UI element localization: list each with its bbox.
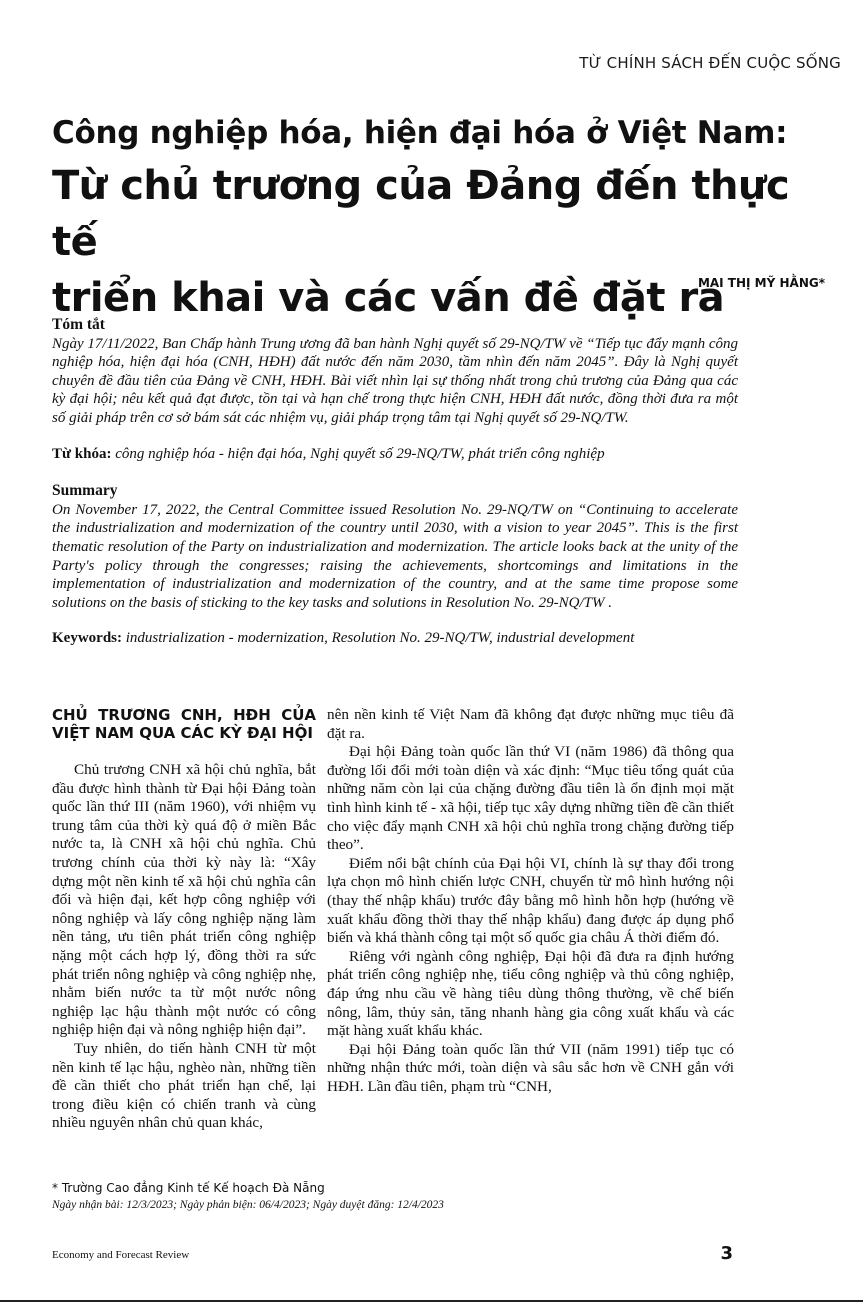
article-title xyxy=(52,108,792,326)
keywords-en-text: industrialization - modernization, Resolution No. 29-NQ/TW, industrial development xyxy=(125,630,635,647)
abstract-vi-heading: Tóm tắt xyxy=(52,316,105,333)
body-paragraph: Đại hội Đảng toàn quốc lần thứ VI (năm 1986) đã thông qua đường lối đổi mới toàn diện và xác định: “Mục tiêu tổng quát của những năm còn lại của chặng đường đầu tiên là ổn định mọi mặt tình hình kinh tế - xã hội, tiếp tục xây dựng những tiền đề cần thiết cho việc đẩy mạnh CNH xã hội chủ nghĩa trong chặng đường tiếp theo”. xyxy=(327,743,734,854)
body-paragraph: Tuy nhiên, do tiến hành CNH từ một nền kinh tế lạc hậu, nghèo nàn, những tiền đề cần thiết cho phát triển hạn chế, lại trong điều kiện có chiến tranh và cùng nhiều nguyên nhân chủ quan khác, xyxy=(52,1039,316,1132)
section-heading-line-2: VIỆT NAM QUA CÁC KỲ ĐẠI HỘI xyxy=(52,724,313,742)
abstract-en-heading: Summary xyxy=(52,482,118,500)
journal-name: Economy and Forecast Review xyxy=(52,1249,190,1261)
body-right-column xyxy=(327,706,734,1096)
author: MAI THỊ MỸ HẰNG* xyxy=(697,276,825,290)
body-left-column xyxy=(52,706,316,1133)
section-tag: TỪ CHÍNH SÁCH ĐẾN CUỘC SỐNG xyxy=(579,54,841,72)
abstract-en-text: On November 17, 2022, the Central Committee issued Resolution No. 29-NQ/TW on “Continuing to accelerate the industrialization and modernization of the country until 2030, with a vision to year 2045”. This is the first thematic resolution of the Party on industrialization and modernization. The article looks back at the unity of the Party's policy through the congresses; raising the achievements, shortcomings and limitations in the implementation of industrialization and modernization of the country, and at the same time propose some solutions on the basis of sticking to the key tasks and solutions in Resolution No. 29-NQ/TW . xyxy=(52,501,738,611)
body-paragraph: Đại hội Đảng toàn quốc lần thứ VII (năm 1991) tiếp tục có những nhận thức mới, toàn diện và sâu sắc hơn về CNH gắn với HĐH. Lần đầu tiên, phạm trù “CNH, xyxy=(327,1040,734,1095)
keywords-en xyxy=(52,629,738,648)
body-paragraph: Chủ trương CNH xã hội chủ nghĩa, bắt đầu được hình thành từ Đại hội Đảng toàn quốc lần thứ III (năm 1960), với nhiệm vụ trung tâm của thời kỳ quá độ ở miền Bắc nước ta, là CNH xã hội chủ nghĩa. Chủ trương chính của thời kỳ này là: “Xây dựng một nền kinh tế xã hội chủ nghĩa cân đối và hiện đại, kết hợp công nghiệp với nông nghiệp và lấy công nghiệp nặng làm nền tảng, ưu tiên phát triển công nghiệp nặng một cách hợp lý, đồng thời ra sức phát triển nông nghiệp và công nghiệp nhẹ, nhằm biến nước ta từ một nước nông nghiệp lạc hậu thành một nước có công nghiệp hiện đại và nông nghiệp hiện đại”. xyxy=(52,761,316,1039)
title-line-2: Từ chủ trương của Đảng đến thực tế xyxy=(52,163,790,265)
bottom-rule xyxy=(0,1300,863,1302)
footnote-affiliation: * Trường Cao đẳng Kinh tế Kế hoạch Đà Nẵng xyxy=(52,1181,325,1195)
keywords-vi xyxy=(52,445,738,464)
body-paragraph-continuation: nên nền kinh tế Việt Nam đã không đạt được những mục tiêu đã đặt ra. xyxy=(327,706,734,742)
section-heading xyxy=(52,706,316,742)
title-line-3: triển khai và các vấn đề đặt ra xyxy=(52,275,725,321)
footnote xyxy=(52,1180,444,1214)
body-paragraph: Điểm nổi bật chính của Đại hội VI, chính là sự thay đổi trong lựa chọn mô hình chiến lược CNH, chuyển từ mô hình hướng nội (thay thế nhập khẩu) trước đây bằng mô hình hỗn hợp (hướng về xuất khẩu đồng thời thay thế nhập khẩu) đang được áp dụng phổ biến và khá thành công tại một số quốc gia châu Á thời điểm đó. xyxy=(327,854,734,947)
abstract-vi-text: Ngày 17/11/2022, Ban Chấp hành Trung ương đã ban hành Nghị quyết số 29-NQ/TW về “Tiếp tục đẩy mạnh công nghiệp hóa, hiện đại hóa (CNH, HĐH) đất nước đến năm 2030, tầm nhìn đến năm 2045”. Đây là Nghị quyết chuyên đề đầu tiên của Đảng về CNH, HĐH. Bài viết nhìn lại sự thống nhất trong chủ trương của Đảng qua các kỳ đại hội; nêu kết quả đạt được, tồn tại và hạn chế trong thực hiện CNH, HĐH đất nước, đồng thời đưa ra một số giải pháp trên cơ sở bám sát các nhiệm vụ, giải pháp trọng tâm tại Nghị quyết số 29-NQ/TW. xyxy=(52,335,738,426)
abstract xyxy=(52,316,738,648)
keywords-vi-label: Từ khóa: xyxy=(52,445,112,462)
footnote-dates: Ngày nhận bài: 12/3/2023; Ngày phản biện: 06/4/2023; Ngày duyệt đăng: 12/4/2023 xyxy=(52,1199,444,1211)
body-paragraph: Riêng với ngành công nghiệp, Đại hội đã đưa ra định hướng phát triển công nghiệp nhẹ, tiểu công nghiệp và thủ công nghiệp, đáp ứng nhu cầu về hàng tiêu dùng thông thường, về chế biến nông, lâm, thủy sản, tăng nhanh hàng gia công xuất khẩu và các mặt hàng xuất khẩu khác. xyxy=(327,947,734,1040)
keywords-en-label: Keywords: xyxy=(52,630,122,647)
keywords-vi-text: công nghiệp hóa - hiện đại hóa, Nghị quyết số 29-NQ/TW, phát triển công nghiệp xyxy=(115,445,605,462)
title-line-1: Công nghiệp hóa, hiện đại hóa ở Việt Nam: xyxy=(52,115,788,151)
page-number: 3 xyxy=(720,1243,733,1264)
section-heading-line-1: CHỦ TRƯƠNG CNH, HĐH CỦA xyxy=(52,706,316,724)
